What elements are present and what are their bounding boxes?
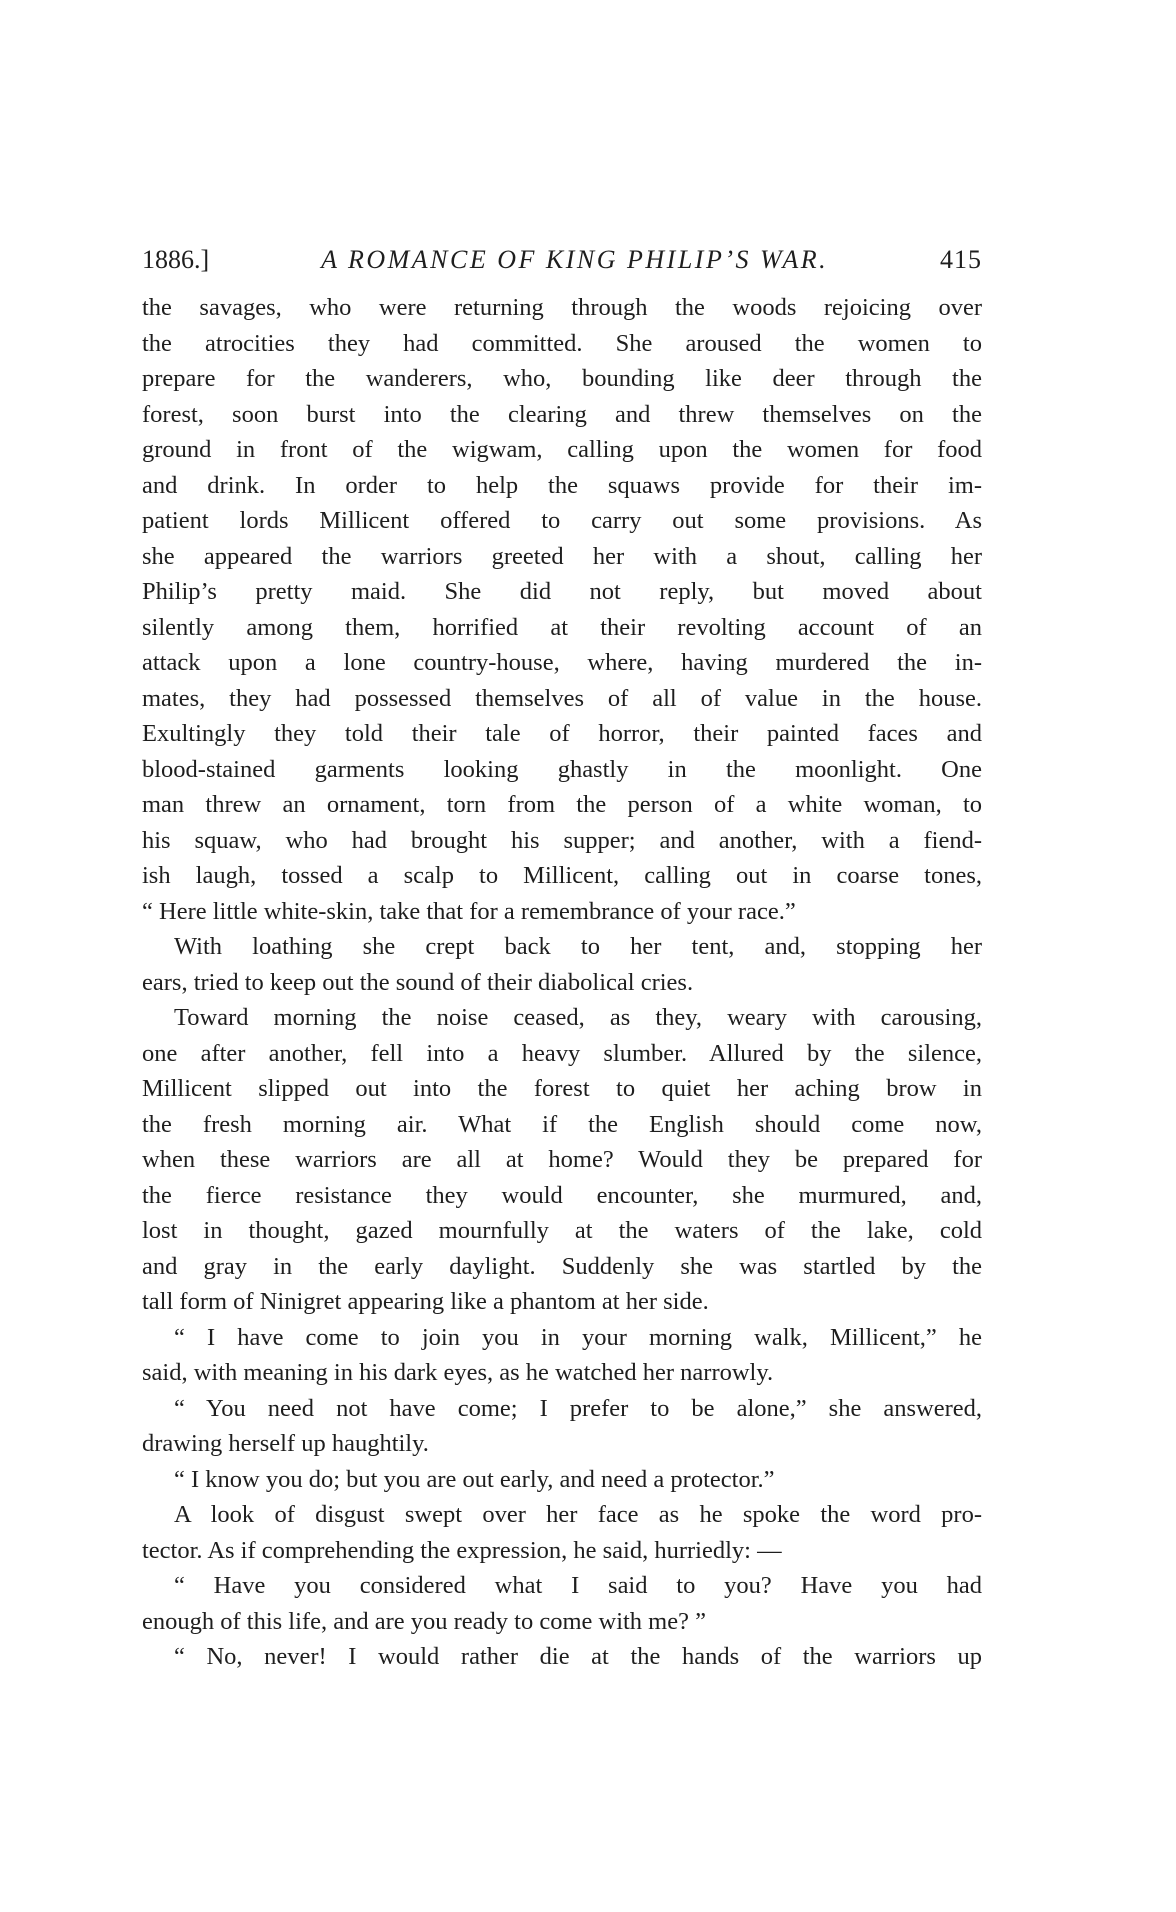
text-line: tall form of Ninigret appearing like a phantom at her side. — [142, 1288, 709, 1315]
text-line: man threw an ornament, torn from the person of a white woman, to — [142, 791, 982, 818]
text-line: A look of disgust swept over her face as he spoke the word pro- — [174, 1501, 982, 1528]
text-line: when these warriors are all at home? Would they be prepared for — [142, 1146, 982, 1173]
text-line: the savages, who were returning through the woods rejoicing over — [142, 294, 982, 321]
text-line: forest, soon burst into the clearing and threw themselves on the — [142, 400, 982, 428]
text-line: “ You need not have come; I prefer to be alone,” she answered, — [174, 1394, 982, 1422]
text-line: Millicent slipped out into the forest to quiet her aching brow in — [142, 1075, 982, 1102]
header-year: 1886.] — [142, 245, 210, 274]
text-line: tector. As if comprehending the expression, he said, hurriedly: — — [142, 1536, 782, 1564]
text-line: enough of this life, and are you ready to come with me? ” — [142, 1607, 706, 1635]
text-line: Philip’s pretty maid. She did not reply, but moved about — [142, 578, 982, 605]
text-line: Exultingly they told their tale of horror, their painted faces and — [142, 720, 982, 747]
text-line: prepare for the wanderers, who, bounding like deer through the — [142, 365, 982, 392]
text-line: “ Have you considered what I said to you? Have you had — [174, 1572, 982, 1599]
text-line: the fresh morning air. What if the English should come now, — [142, 1110, 982, 1138]
text-line: mates, they had possessed themselves of all of value in the house. — [142, 684, 982, 712]
text-line: lost in thought, gazed mournfully at the waters of the lake, cold — [142, 1217, 982, 1244]
text-line: ears, tried to keep out the sound of their diabolical cries. — [142, 968, 694, 996]
text-line: one after another, fell into a heavy slumber. Allured by the silence, — [142, 1039, 982, 1067]
text-line: “ I have come to join you in your morning walk, Millicent,” he — [174, 1323, 982, 1351]
text-line: drawing herself up haughtily. — [142, 1430, 429, 1457]
body-text — [142, 290, 982, 1675]
text-line: said, with meaning in his dark eyes, as he watched her narrowly. — [142, 1359, 774, 1386]
page-number: 415 — [940, 245, 982, 274]
text-line: “ No, never! I would rather die at the hands of the warriors up — [174, 1643, 982, 1670]
text-line: ground in front of the wigwam, calling upon the women for food — [142, 436, 982, 463]
text-line: and gray in the early daylight. Suddenly she was startled by the — [142, 1252, 982, 1280]
text-line: his squaw, who had brought his supper; and another, with a fiend- — [142, 826, 982, 854]
book-page — [142, 244, 982, 1675]
text-line: “ I know you do; but you are out early, and need a protector.” — [174, 1465, 775, 1493]
text-line: attack upon a lone country-house, where, having murdered the in- — [142, 649, 982, 676]
text-line: ish laugh, tossed a scalp to Millicent, calling out in coarse tones, — [142, 862, 982, 889]
text-line: patient lords Millicent offered to carry out some provisions. As — [142, 507, 982, 534]
text-line: she appeared the warriors greeted her with a shout, calling her — [142, 542, 982, 570]
text-line: silently among them, horrified at their revolting account of an — [142, 613, 982, 641]
text-line: the fierce resistance they would encounter, she murmured, and, — [142, 1181, 982, 1209]
text-line: the atrocities they had committed. She aroused the women to — [142, 329, 982, 357]
header-title: A ROMANCE OF KING PHILIP’S WAR. — [321, 245, 829, 274]
text-line: Toward morning the noise ceased, as they, weary with carousing, — [174, 1004, 982, 1031]
text-line: blood-stained garments looking ghastly in the moonlight. One — [142, 755, 982, 783]
text-line: and drink. In order to help the squaws provide for their im- — [142, 471, 982, 499]
text-line: With loathing she crept back to her tent, and, stopping her — [174, 933, 982, 960]
running-head — [142, 244, 982, 276]
text-line: “ Here little white-skin, take that for a remembrance of your race.” — [142, 897, 796, 925]
